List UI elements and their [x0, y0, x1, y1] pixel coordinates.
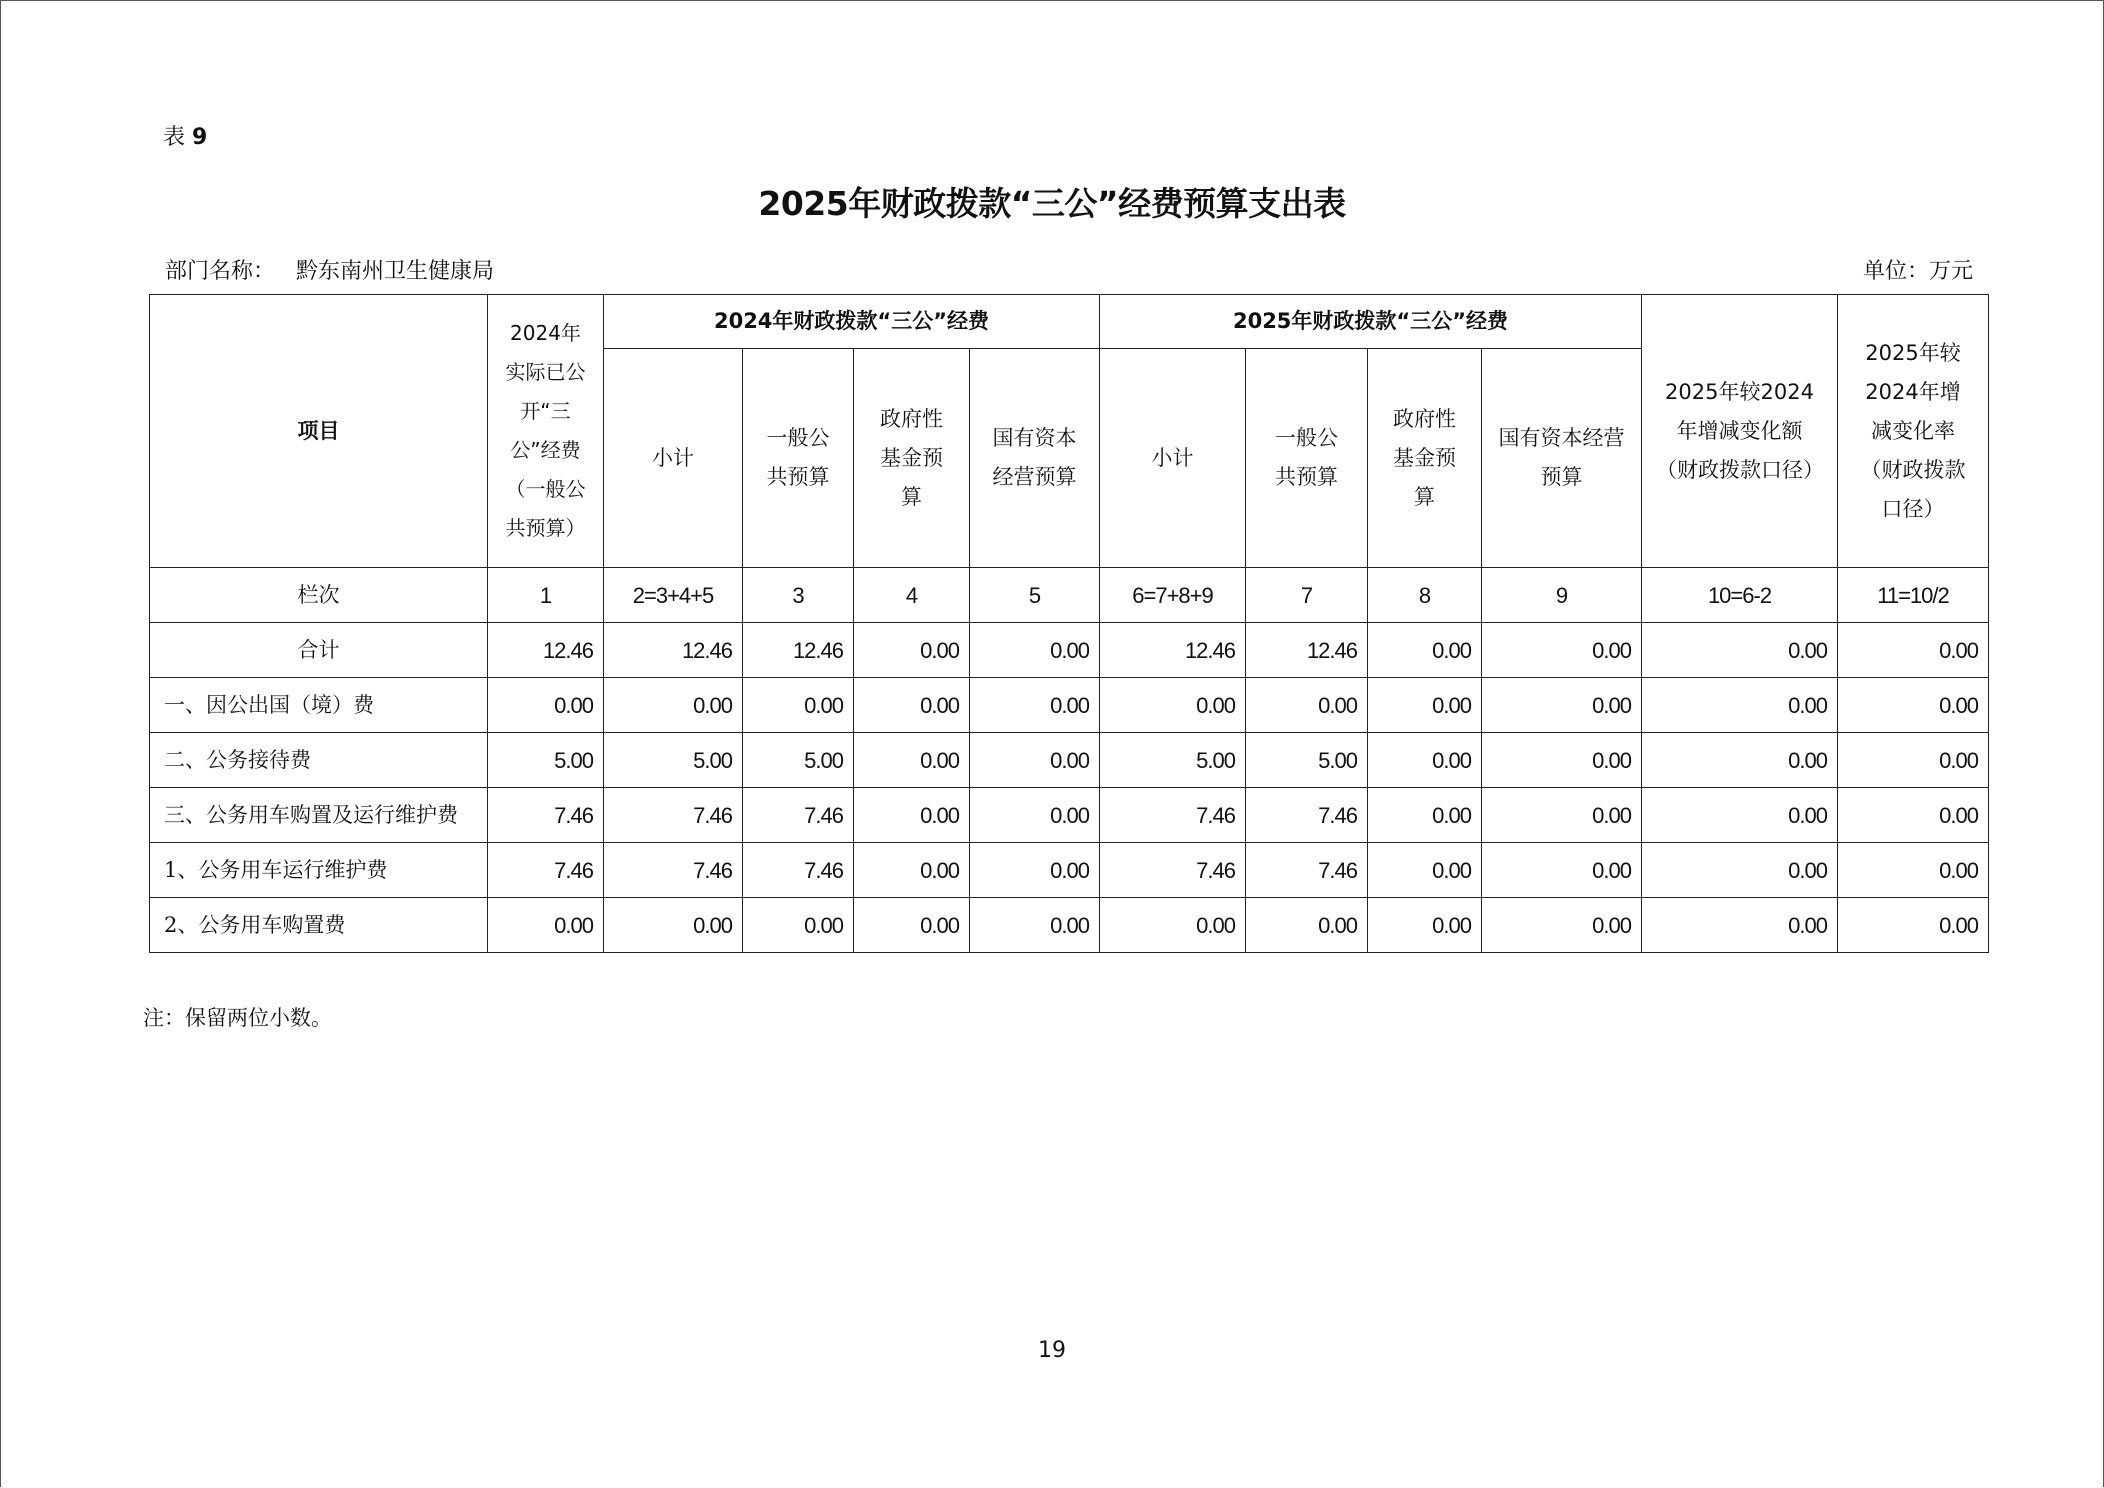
table-cell: 0.00	[1482, 898, 1642, 953]
table-cell: 12.46	[743, 623, 854, 678]
table-cell: 0.00	[1642, 678, 1838, 733]
budget-table	[149, 294, 1989, 953]
table-cell: 0.00	[604, 678, 743, 733]
table-cell: 0.00	[970, 898, 1100, 953]
table-cell: 0.00	[970, 788, 1100, 843]
table-label-prefix: 表	[163, 125, 186, 150]
table-cell: 0.00	[1482, 623, 1642, 678]
table-cell: 0.00	[1642, 623, 1838, 678]
table-row	[150, 623, 1989, 678]
column-index-cell: 11=10/2	[1838, 568, 1989, 623]
column-index-label: 栏次	[150, 568, 488, 623]
table-cell: 0.00	[1100, 898, 1246, 953]
header-change-rate	[1838, 295, 1989, 568]
table-cell: 7.46	[1246, 843, 1368, 898]
row-label: 三、公务用车购置及运行维护费	[150, 788, 488, 843]
table-label-number: 9	[192, 125, 208, 150]
header-2024-state-capital	[970, 349, 1100, 568]
table-cell: 7.46	[488, 788, 604, 843]
header-change-rate-text: 2025年较2024年增减变化率（财政拨款口径）	[1860, 340, 1966, 521]
row-label: 1、公务用车运行维护费	[150, 843, 488, 898]
table-cell: 7.46	[604, 788, 743, 843]
table-cell: 0.00	[1482, 678, 1642, 733]
table-cell: 12.46	[604, 623, 743, 678]
header-group-2025: 2025年财政拨款“三公”经费	[1100, 295, 1642, 349]
header-2024-actual-text: 2024年实际已公开“三公”经费（一般公共预算）	[505, 321, 586, 540]
table-cell: 12.46	[488, 623, 604, 678]
table-label	[163, 120, 207, 151]
table-cell: 0.00	[1368, 733, 1482, 788]
table-row	[150, 843, 1989, 898]
table-cell: 0.00	[1246, 898, 1368, 953]
table-body	[150, 623, 1989, 953]
column-index-cell: 9	[1482, 568, 1642, 623]
table-cell: 7.46	[743, 788, 854, 843]
header-2025-state-capital	[1482, 349, 1642, 568]
table-cell: 0.00	[854, 898, 970, 953]
table-cell: 0.00	[1368, 623, 1482, 678]
header-2024-general-text: 一般公共预算	[766, 426, 830, 489]
row-label: 二、公务接待费	[150, 733, 488, 788]
table-cell: 0.00	[1838, 843, 1989, 898]
table-cell: 7.46	[1100, 843, 1246, 898]
table-cell: 7.46	[1100, 788, 1246, 843]
table-cell: 7.46	[743, 843, 854, 898]
header-2025-fund	[1368, 349, 1482, 568]
table-cell: 0.00	[1642, 788, 1838, 843]
header-2025-state-capital-text: 国有资本经营预算	[1498, 426, 1625, 489]
department-line	[165, 254, 494, 285]
table-cell: 0.00	[1368, 898, 1482, 953]
table-cell: 0.00	[1100, 678, 1246, 733]
row-label: 2、公务用车购置费	[150, 898, 488, 953]
table-cell: 0.00	[1838, 678, 1989, 733]
table-cell: 0.00	[1642, 843, 1838, 898]
table-cell: 5.00	[488, 733, 604, 788]
page-number: 19	[1038, 1338, 1066, 1363]
header-2025-general	[1246, 349, 1368, 568]
table-cell: 5.00	[743, 733, 854, 788]
column-index-cell: 8	[1368, 568, 1482, 623]
table-cell: 0.00	[970, 733, 1100, 788]
header-change-amount-text: 2025年较2024年增减变化额（财政拨款口径）	[1656, 379, 1824, 482]
footnote: 注：保留两位小数。	[143, 1006, 332, 1030]
header-2025-subtotal: 小计	[1100, 349, 1246, 568]
table-cell: 0.00	[854, 623, 970, 678]
table-cell: 0.00	[488, 678, 604, 733]
header-2024-state-capital-text: 国有资本经营预算	[992, 426, 1077, 489]
table-cell: 12.46	[1100, 623, 1246, 678]
table-cell: 7.46	[488, 843, 604, 898]
table-cell: 0.00	[1642, 898, 1838, 953]
table-cell: 0.00	[970, 843, 1100, 898]
header-group-2024: 2024年财政拨款“三公”经费	[604, 295, 1100, 349]
table-cell: 0.00	[604, 898, 743, 953]
column-index-cell: 10=6-2	[1642, 568, 1838, 623]
header-change-amount	[1642, 295, 1838, 568]
table-cell: 0.00	[1368, 788, 1482, 843]
table-row	[150, 678, 1989, 733]
column-index-cell: 7	[1246, 568, 1368, 623]
column-index-cell: 5	[970, 568, 1100, 623]
table-cell: 0.00	[1368, 678, 1482, 733]
table-cell: 5.00	[1246, 733, 1368, 788]
table-cell: 0.00	[1482, 843, 1642, 898]
table-cell: 0.00	[1246, 678, 1368, 733]
column-index-cell: 3	[743, 568, 854, 623]
header-2025-fund-text: 政府性基金预算	[1393, 406, 1456, 509]
column-index-cell: 4	[854, 568, 970, 623]
table-cell: 0.00	[1642, 733, 1838, 788]
unit-label: 单位：万元	[1862, 259, 1973, 284]
table-cell: 0.00	[743, 898, 854, 953]
row-label: 合计	[150, 623, 488, 678]
table-cell: 0.00	[854, 733, 970, 788]
table-cell: 7.46	[1246, 788, 1368, 843]
table-cell: 0.00	[970, 678, 1100, 733]
table-cell: 12.46	[1246, 623, 1368, 678]
table-cell: 0.00	[743, 678, 854, 733]
header-2024-fund-text: 政府性基金预算	[880, 406, 943, 509]
table-cell: 0.00	[488, 898, 604, 953]
table-cell: 0.00	[1368, 843, 1482, 898]
table-row	[150, 898, 1989, 953]
column-index-cell: 1	[488, 568, 604, 623]
department-name: 黔东南州卫生健康局	[296, 259, 495, 284]
column-index-row	[150, 568, 1989, 623]
table-cell: 0.00	[854, 788, 970, 843]
table-row	[150, 788, 1989, 843]
table-cell: 0.00	[1482, 788, 1642, 843]
header-2024-fund	[854, 349, 970, 568]
table-cell: 0.00	[1838, 733, 1989, 788]
column-index-cell: 2=3+4+5	[604, 568, 743, 623]
table-cell: 0.00	[854, 678, 970, 733]
page-title: 2025年财政拨款“三公”经费预算支出表	[758, 184, 1346, 223]
table-cell: 0.00	[854, 843, 970, 898]
department-label: 部门名称：	[165, 259, 276, 284]
header-2024-general	[743, 349, 854, 568]
header-item: 项目	[150, 295, 488, 568]
table-cell: 0.00	[1838, 788, 1989, 843]
table-cell: 7.46	[604, 843, 743, 898]
table-cell: 5.00	[604, 733, 743, 788]
header-2025-general-text: 一般公共预算	[1275, 426, 1338, 489]
table-row	[150, 733, 1989, 788]
table-cell: 0.00	[970, 623, 1100, 678]
row-label: 一、因公出国（境）费	[150, 678, 488, 733]
table-cell: 0.00	[1838, 623, 1989, 678]
header-2024-actual	[488, 295, 604, 568]
table-cell: 5.00	[1100, 733, 1246, 788]
table-cell: 0.00	[1482, 733, 1642, 788]
column-index-cell: 6=7+8+9	[1100, 568, 1246, 623]
table-cell: 0.00	[1838, 898, 1989, 953]
header-2024-subtotal: 小计	[604, 349, 743, 568]
